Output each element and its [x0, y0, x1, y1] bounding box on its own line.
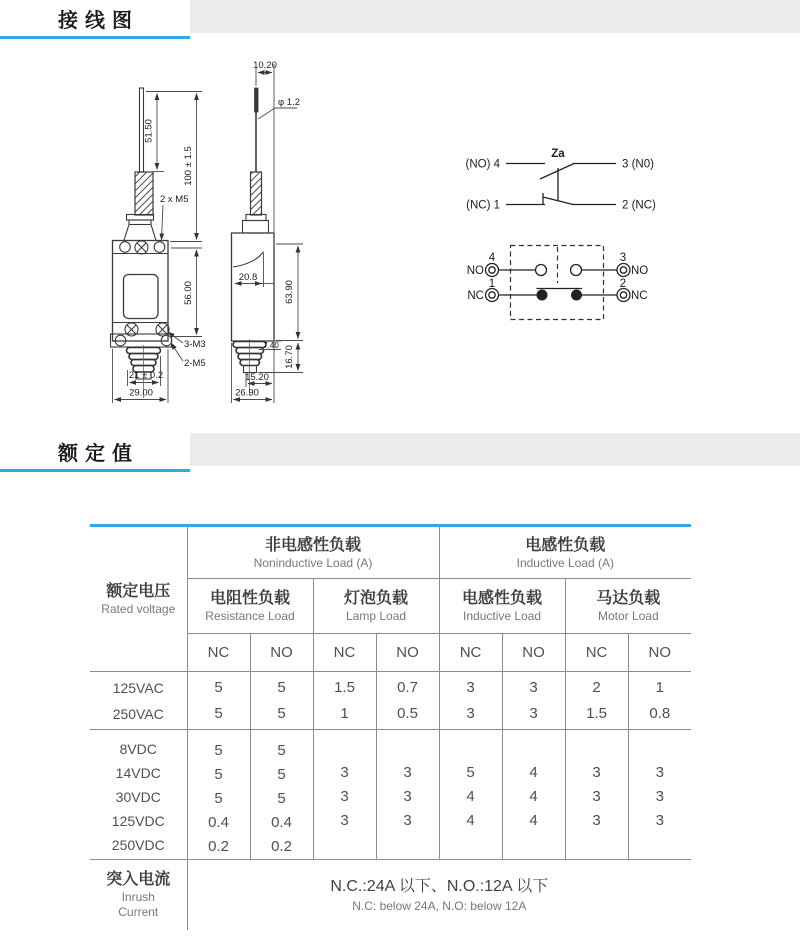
vdc-rows — [90, 730, 691, 860]
subgroup-inductive-zh: 电感性负载 — [462, 590, 543, 607]
subgroup-inductive — [439, 579, 565, 634]
dim-body-depth: 26.90 — [235, 387, 259, 399]
subgroup-resistance — [187, 579, 313, 634]
inrush-value-en: N.C: below 24A, N.O: below 12A — [352, 898, 527, 913]
table-cell: 3 3 3 — [565, 730, 628, 860]
table-cell: 1.5 1 — [313, 672, 376, 730]
dim-tip-dia: φ 1.2 — [278, 97, 301, 108]
table-cell: 4 4 4 — [502, 730, 565, 860]
table-cell: 1 0.8 — [628, 672, 691, 730]
table-cell: 5 5 — [250, 672, 313, 730]
table-cell: 5 5 5 0.4 0.2 — [250, 730, 313, 860]
rating-title: 额定值 — [58, 442, 139, 465]
col-header: NC — [187, 634, 250, 672]
circuit-nc2-label: 2 (NC) — [622, 199, 656, 212]
subgroup-resistance-zh: 电阻性负载 — [209, 590, 290, 607]
group-noninductive-en: Noninductive Load (A) — [253, 555, 373, 570]
table-cell: 0.7 0.5 — [376, 672, 439, 730]
col-header: NC — [313, 634, 376, 672]
table-cell: 2 1.5 — [565, 672, 628, 730]
circuit-nc1-label: (NC) 1 — [466, 199, 500, 212]
dim-total-length: 100 ± 1.5 — [183, 146, 194, 186]
terminal-3-label: 3 — [619, 252, 627, 264]
subgroup-motor-zh: 马达负载 — [596, 590, 661, 607]
dim-side-bellows-width: 15.20 — [245, 372, 269, 383]
col-header: NC — [565, 634, 628, 672]
inrush-value-zh: N.C.:24A 以下、N.O.:12A 以下 — [330, 877, 549, 895]
group-inductive — [439, 526, 691, 579]
col-header: NC — [439, 634, 502, 672]
dim-tip-length: 10.20 — [253, 60, 277, 71]
vdc-row-labels — [90, 730, 187, 860]
row-label: 30VDC — [115, 789, 161, 805]
subgroup-lamp — [313, 579, 439, 634]
circuit-no4-label: (NO) 4 — [465, 158, 500, 171]
contact-circuit-diagram — [466, 148, 657, 212]
circuit-za-label: Za — [551, 148, 565, 160]
subgroup-resistance-en: Resistance Load — [205, 609, 295, 623]
subgroup-motor-en: Motor Load — [597, 609, 659, 623]
col-header: NO — [376, 634, 439, 672]
table-cell: 3 3 — [502, 672, 565, 730]
vac-rows — [90, 672, 691, 730]
inrush-en2: Current — [118, 904, 159, 919]
front-view-dimensions — [113, 92, 206, 404]
terminal-no-left-label: NO — [466, 265, 484, 277]
table-cell: 3 3 3 — [628, 730, 691, 860]
terminal-1-label: 1 — [488, 278, 496, 290]
section-header-rating — [0, 433, 800, 472]
table-cell: 3 3 3 — [376, 730, 439, 860]
circuit-no3-label: 3 (N0) — [622, 158, 654, 171]
group-noninductive — [187, 526, 439, 579]
inrush-row — [90, 860, 691, 930]
table-cell: 5 5 — [187, 672, 250, 730]
row-label: 125VDC — [111, 813, 165, 829]
wiring-diagram-figure — [0, 0, 800, 430]
table-cell: 3 3 — [439, 672, 502, 730]
inrush-value — [187, 860, 691, 930]
row-label: 125VAC — [112, 679, 164, 696]
subgroup-lamp-en: Lamp Load — [346, 609, 407, 623]
row-label: 250VDC — [111, 837, 165, 853]
dim-side-body-height: 63.90 — [284, 280, 295, 304]
terminal-nc-right-label: NC — [631, 290, 648, 302]
inrush-en1: Inrush — [121, 889, 155, 904]
col-header: NO — [502, 634, 565, 672]
ratings-table — [90, 524, 691, 930]
front-view-drawing — [111, 88, 172, 398]
row-label: 250VAC — [112, 705, 164, 722]
group-noninductive-zh: 非电感性负载 — [265, 536, 362, 554]
table-cell: 3 3 3 — [313, 730, 376, 860]
terminal-no-right-label: NO — [631, 265, 649, 277]
dim-bellows-width: 21 ± 0.2 — [128, 370, 164, 381]
group-inductive-en: Inductive Load (A) — [516, 555, 614, 570]
subgroup-motor — [565, 579, 691, 634]
wiring-title: 接线图 — [58, 9, 139, 32]
dim-rod-length: 51.50 — [143, 119, 155, 143]
rated-voltage-zh: 额定电压 — [106, 583, 171, 600]
label-top-screws: 2 x M5 — [160, 194, 189, 205]
terminal-4-label: 4 — [488, 252, 496, 264]
group-inductive-zh: 电感性负载 — [525, 536, 606, 554]
inrush-header — [90, 860, 187, 930]
terminal-2-label: 2 — [619, 278, 627, 290]
dim-body-width: 29.00 — [129, 387, 153, 399]
label-m3: 3-M3 — [184, 339, 206, 350]
table-cell: 5 4 4 — [439, 730, 502, 860]
col-header: NO — [250, 634, 313, 672]
label-m5: 2-M5 — [184, 358, 206, 369]
dim-arc-depth: 20.8 — [238, 272, 258, 283]
terminal-diagram — [467, 246, 649, 320]
terminal-nc-left-label: NC — [467, 290, 484, 302]
rated-voltage-header — [90, 526, 187, 672]
dim-segment: 7.40 — [263, 341, 279, 350]
col-header: NO — [628, 634, 691, 672]
subgroup-lamp-zh: 灯泡负载 — [344, 590, 409, 607]
inrush-zh: 突入电流 — [106, 870, 171, 888]
vac-row-labels — [90, 672, 187, 730]
table-cell: 5 5 5 0.4 0.2 — [187, 730, 250, 860]
row-label: 14VDC — [115, 765, 161, 781]
subgroup-inductive-en: Inductive Load — [463, 609, 542, 623]
row-label: 8VDC — [119, 741, 157, 757]
rating-title-box — [0, 433, 190, 472]
dim-bellows-height: 16.70 — [284, 345, 295, 369]
rated-voltage-en: Rated voltage — [101, 602, 176, 616]
dim-body-height: 56.00 — [183, 281, 194, 305]
